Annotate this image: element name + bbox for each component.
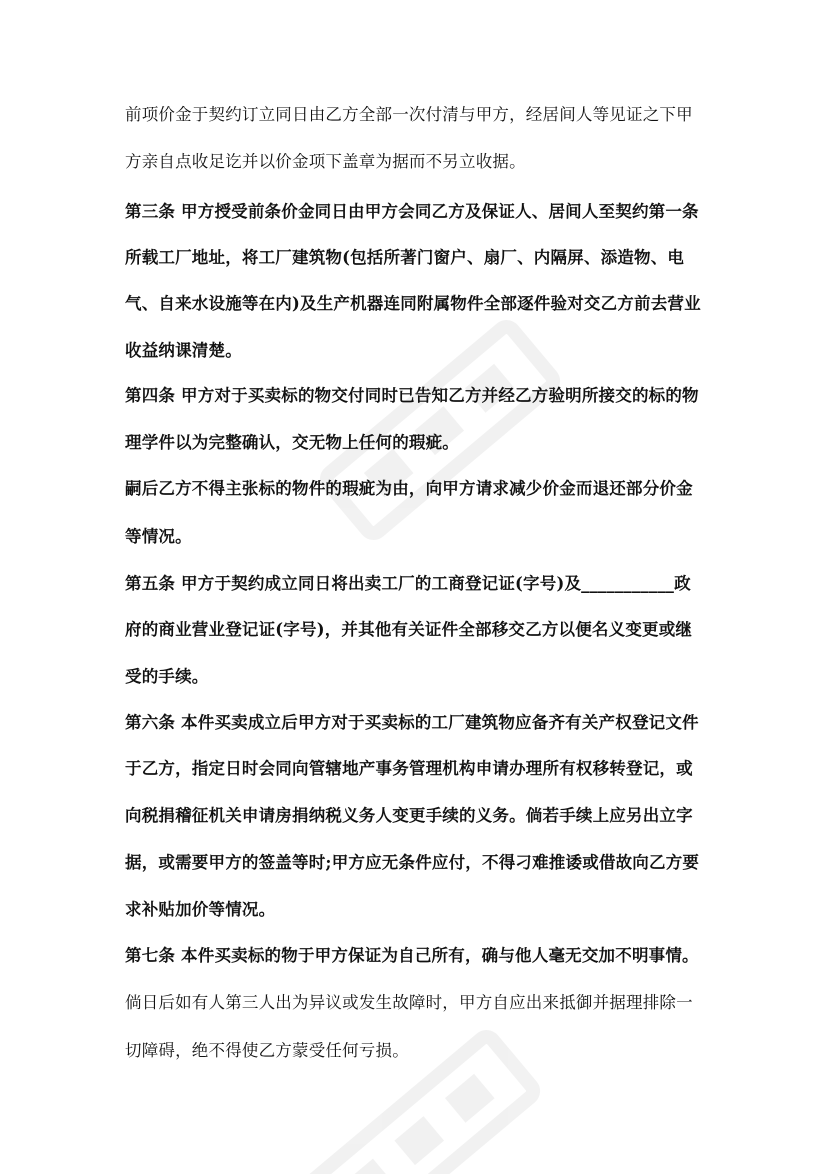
article-5-heading: 第五条 甲方于契约成立同日将出卖工厂的工商登记证(字号)及___________政 bbox=[125, 574, 691, 593]
text-line: 前项价金于契约订立同日由乙方全部一次付清与甲方，经居间人等见证之下甲 bbox=[125, 105, 693, 124]
text-line: 于乙方，指定日时会同向管辖地产事务管理机构申请办理所有权移转登记，或 bbox=[125, 759, 693, 778]
text-line: 求补贴加价等情况。 bbox=[125, 900, 276, 919]
article-7-heading: 第七条 本件买卖标的物于甲方保证为自己所有，确与他人毫无交加不明事情。 bbox=[125, 946, 699, 965]
text-line: 等情况。 bbox=[125, 527, 192, 546]
text-line: 受的手续。 bbox=[125, 667, 209, 686]
text-line: 向税捐稽征机关申请房捐纳税义务人变更手续的义务。倘若手续上应另出立字 bbox=[125, 806, 693, 825]
article-6-heading: 第六条 本件买卖成立后甲方对于买卖标的工厂建筑物应备齐有关产权登记文件 bbox=[125, 713, 699, 732]
text-line: 气、自来水设施等在内)及生产机器连同附属物件全部逐件验对交乙方前去营业 bbox=[125, 294, 701, 313]
text-line: 据，或需要甲方的签盖等时;甲方应无条件应付，不得刁难推诿或借故向乙方要 bbox=[125, 853, 700, 872]
text-line: 切障碍，绝不得使乙方蒙受任何亏损。 bbox=[125, 1041, 409, 1060]
text-line: 倘日后如有人第三人出为异议或发生故障时，甲方自应出来抵御并据理排除一 bbox=[125, 993, 693, 1012]
article-3-heading: 第三条 甲方授受前条价金同日由甲方会同乙方及保证人、居间人至契约第一条 bbox=[125, 202, 699, 221]
text-line: 方亲自点收足讫并以价金项下盖章为据而不另立收据。 bbox=[125, 152, 526, 171]
text-line: 收益纳课清楚。 bbox=[125, 341, 242, 360]
article-4-heading: 第四条 甲方对于买卖标的物交付同时已告知乙方并经乙方验明所接交的标的物 bbox=[125, 386, 699, 405]
text-line: 所载工厂地址，将工厂建筑物(包括所著门窗户、扇厂、内隔屏、添造物、电 bbox=[125, 248, 685, 267]
text-line: 理学件以为完整确认，交无物上任何的瑕疵。 bbox=[125, 433, 459, 452]
text-line: 嗣后乙方不得主张标的物件的瑕疵为由，向甲方请求减少价金而退还部分价金 bbox=[125, 479, 693, 498]
text-line: 府的商业营业登记证(字号)，并其他有关证件全部移交乙方以便名义变更或继 bbox=[125, 620, 693, 639]
